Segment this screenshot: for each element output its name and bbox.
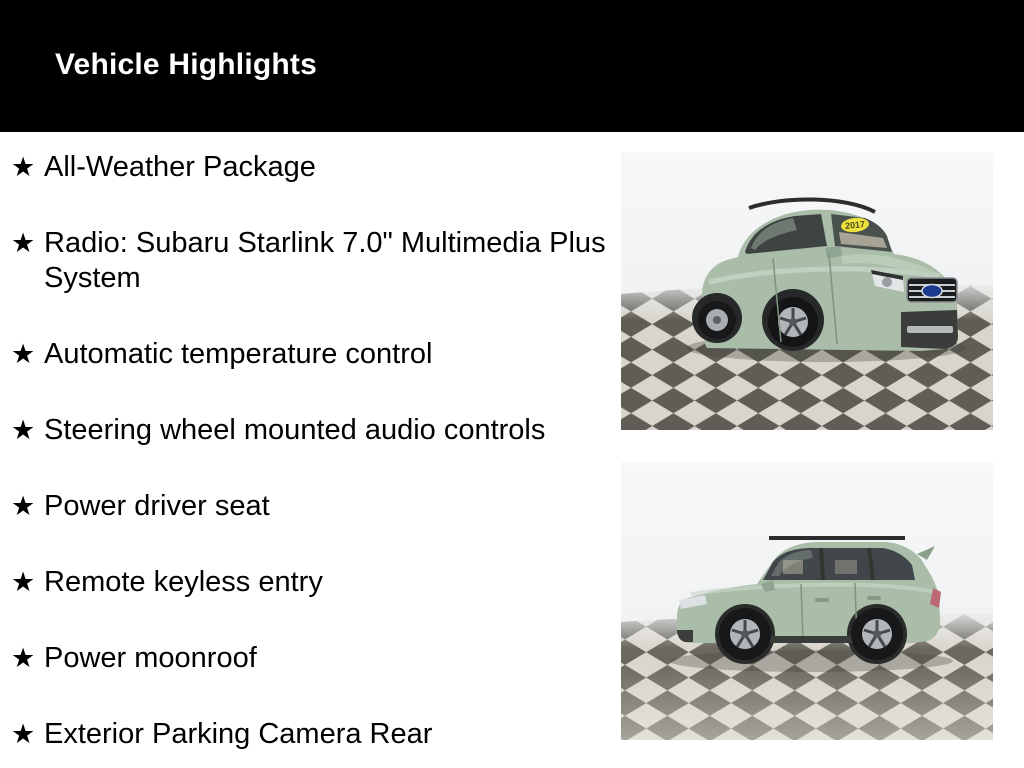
list-item [11,337,609,372]
star-icon: ★ [11,228,36,259]
highlight-text: Exterior Parking Camera Rear [44,718,433,750]
page-title: Vehicle Highlights [55,48,317,81]
star-icon: ★ [11,643,36,674]
list-item [11,717,609,752]
brand-badge [922,285,942,298]
vehicle-photo-side [621,462,993,740]
list-item [11,489,609,524]
vehicle-photo-front-illustration [621,152,993,430]
highlight-text: Steering wheel mounted audio controls [44,414,546,446]
star-icon: ★ [11,567,36,598]
vehicle-photo-side-illustration [621,462,993,740]
highlights-list [11,150,609,752]
list-item [11,565,609,600]
star-icon: ★ [11,415,36,446]
header-bar [0,0,1024,132]
svg-text:2017: 2017 [844,218,866,232]
highlight-text: Remote keyless entry [44,566,323,598]
highlight-text: Power driver seat [44,490,270,522]
vehicle-photo-front [621,152,993,430]
list-item [11,641,609,676]
list-item [11,413,609,448]
list-item [11,226,609,296]
star-icon: ★ [11,491,36,522]
highlight-text: Radio: Subaru Starlink 7.0" Multimedia Plus System [44,227,606,294]
highlight-text: Automatic temperature control [44,338,433,370]
side-mirror [825,246,842,258]
list-item [11,150,609,185]
star-icon: ★ [11,719,36,750]
highlight-text: All-Weather Package [44,151,316,183]
star-icon: ★ [11,152,36,183]
star-icon: ★ [11,339,36,370]
highlight-text: Power moonroof [44,642,257,674]
